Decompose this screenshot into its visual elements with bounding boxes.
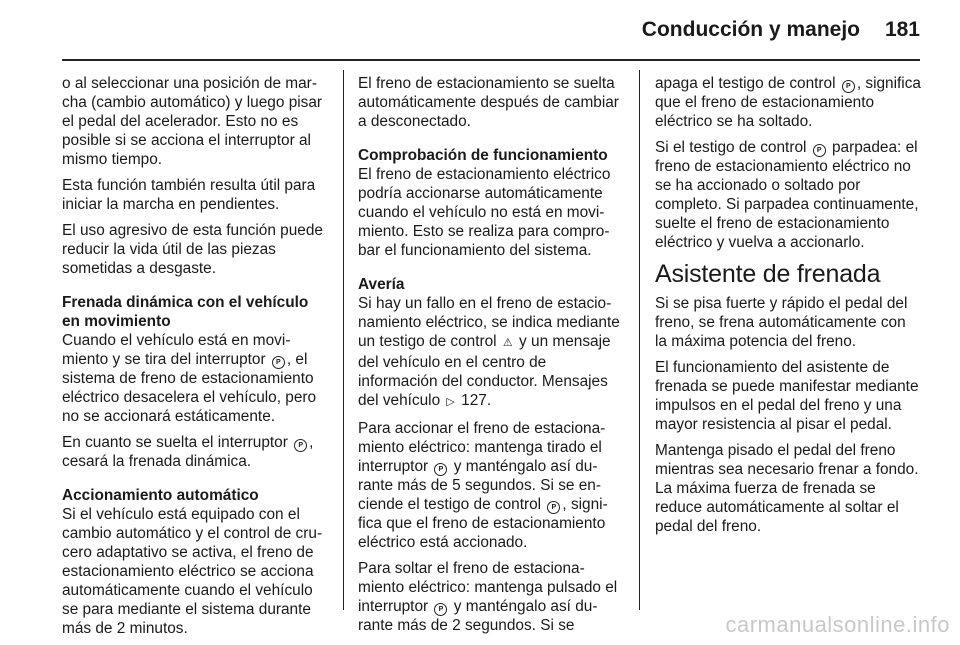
text-run: Si hay un fallo en el freno de estacionamiento eléctrico, se indica mediante un testigo de control	[358, 295, 620, 350]
paragraph: o al seleccionar una posición de marcha (cambio automático) y luego pisar el pedal del acelerador. Esto no es posible si se acciona el interruptor al mismo tiempo.	[62, 75, 323, 168]
paragraph	[358, 419, 624, 552]
paragraph: El freno de estacionamiento eléctrico podría accionarse automáticamente cuando el vehículo no está en movimiento. Esto se realiza para comprobar el funcionamiento del sistema.	[358, 166, 611, 259]
column-divider-1	[343, 70, 344, 610]
text-run: , significa que el freno de estacionamiento eléctrico se ha soltado.	[655, 75, 921, 130]
page-header-title: Conducción y manejo	[641, 18, 860, 41]
section-title: Asistente de frenada	[655, 260, 881, 288]
text-run: y un mensaje del vehículo en el centro de información del conductor. Mensajes del vehículo	[358, 333, 611, 409]
section-heading: Frenada dinámica con el vehículo en movimiento	[62, 294, 309, 330]
text-run: , significa que el freno de estacionamiento eléctrico está accionado.	[358, 496, 608, 551]
parking-brake-icon: P	[294, 439, 307, 452]
text-run: y manténgalo así durante más de 2 segundos. Si se	[358, 598, 598, 634]
warning-lamp-icon: ⚠	[502, 337, 513, 349]
section-heading: Accionamiento automático	[62, 487, 259, 504]
paragraph	[655, 138, 921, 252]
page-number: 181	[884, 18, 920, 41]
paragraph	[358, 559, 624, 635]
paragraph: El uso agresivo de esta función puede reducir la vida útil de las piezas sometidas a desgaste.	[62, 222, 323, 277]
page-reference: 127.	[461, 392, 492, 409]
paragraph: Si se pisa fuerte y rápido el pedal del freno, se frena automáticamente con la máxima potencia del freno.	[655, 295, 908, 350]
paragraph	[358, 294, 624, 412]
column-divider-2	[639, 70, 640, 610]
text-run: , el sistema de freno de estacionamiento eléctrico desacelera el vehículo, pero no se accionará estáticamente.	[62, 351, 317, 425]
paragraph: Si el vehículo está equipado con el cambio automático y el control de crucero adaptativo se activa, el freno de estacionamiento eléctrico se acciona automáticamente cuando el vehículo se para mediante el sistema durante más de 2 minutos.	[62, 506, 323, 637]
text-column-1	[62, 74, 328, 645]
parking-brake-icon: P	[842, 80, 855, 93]
text-run: Para soltar el freno de estacionamiento eléctrico: mantenga pulsado el interruptor	[358, 560, 618, 615]
parking-brake-icon: P	[272, 356, 285, 369]
paragraph: El funcionamiento del asistente de frenada se puede manifestar mediante impulsos en el pedal del freno y una mayor resistencia al pisar el pedal.	[655, 359, 919, 433]
section-heading: Comprobación de funcionamiento	[358, 147, 608, 164]
parking-brake-icon: P	[813, 144, 826, 157]
paragraph	[655, 74, 921, 131]
paragraph	[62, 331, 328, 426]
text-column-3	[655, 74, 921, 543]
section-heading: Avería	[358, 276, 405, 293]
page-reference-icon: ▷	[446, 396, 455, 408]
text-run: Cuando el vehículo está en movimiento y se tira del interruptor	[62, 332, 291, 368]
text-run: Para accionar el freno de estacionamiento eléctrico: mantenga tirado el interruptor	[358, 420, 606, 475]
paragraph: El freno de estacionamiento se suelta automáticamente después de cambiar a desconectado.	[358, 75, 619, 130]
parking-brake-icon: P	[434, 463, 447, 476]
text-run: Si el testigo de control	[655, 139, 807, 156]
text-run: parpadea: el freno de estacionamiento eléctrico no se ha accionado o soltado por completo. Si parpadea continuamente, suelte el freno de estacionamiento eléctrico y vuelva a accionarlo.	[655, 139, 919, 251]
text-run: , cesará la frenada dinámica.	[62, 434, 314, 470]
text-column-2	[358, 74, 624, 642]
paragraph: Esta función también resulta útil para iniciar la marcha en pendientes.	[62, 177, 316, 213]
text-run: y manténgalo así durante más de 5 segundos. Si se enciende el testigo de control	[358, 458, 601, 513]
parking-brake-icon: P	[547, 501, 560, 514]
text-run: En cuanto se suelta el interruptor	[62, 434, 288, 451]
parking-brake-icon: P	[434, 603, 447, 616]
paragraph: Mantenga pisado el pedal del freno mientras sea necesario frenar a fondo. La máxima fuerza de frenada se reduce automáticamente al soltar el pedal del freno.	[655, 442, 919, 535]
text-run: apaga el testigo de control	[655, 75, 836, 92]
watermark: carmanualsonline.info	[725, 612, 950, 637]
paragraph	[62, 433, 328, 471]
header-divider	[62, 59, 920, 61]
